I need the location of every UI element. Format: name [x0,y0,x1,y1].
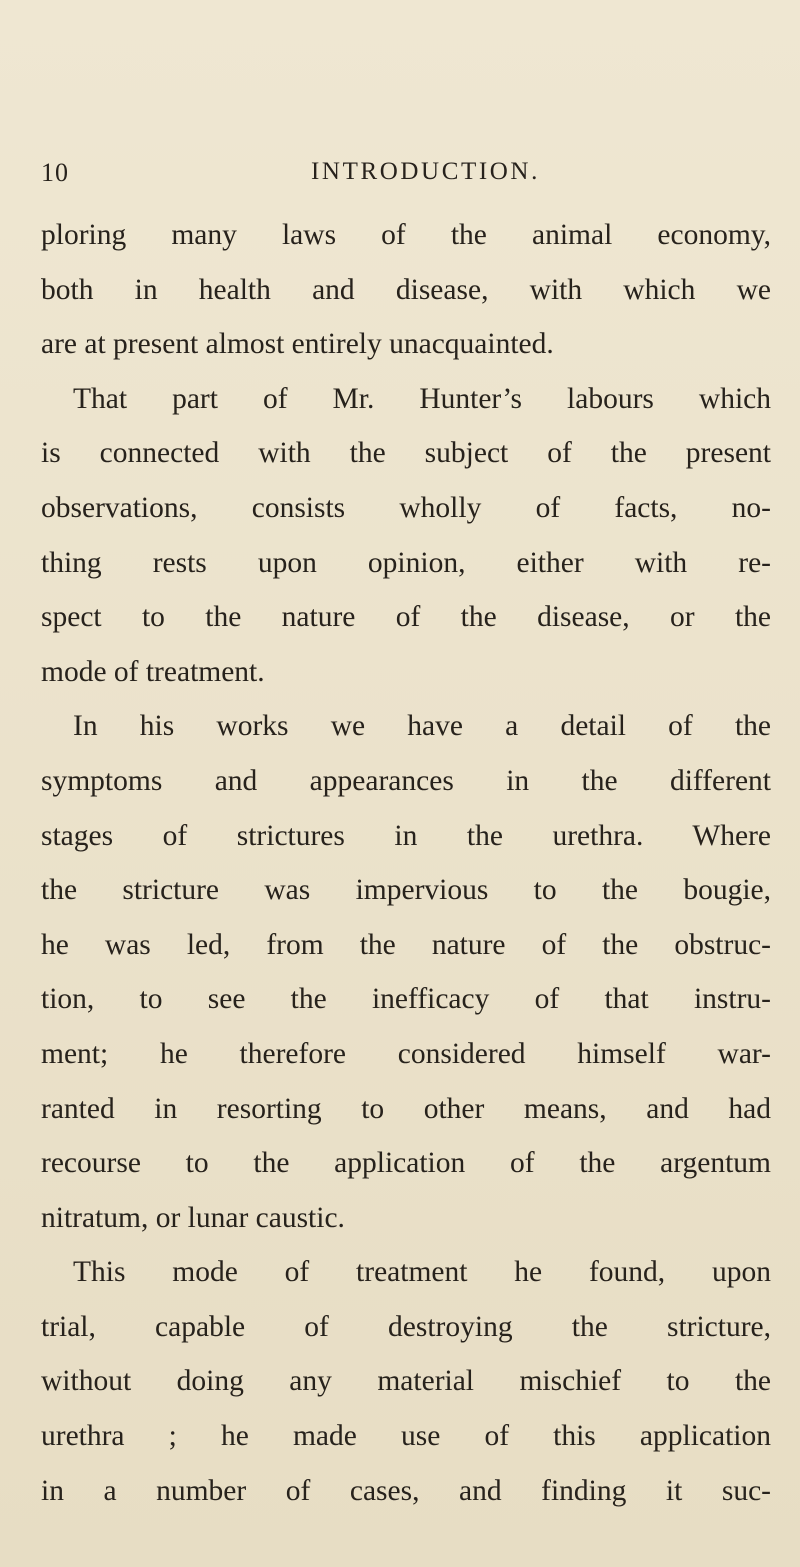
text-line: without doing any material mischief to the [41,1365,771,1398]
page-number: 10 [41,158,69,187]
text-line: is connected with the subject of the present [41,437,771,470]
text-line: symptoms and appearances in the different [41,764,771,797]
text-line: stages of strictures in the urethra. Where [41,819,771,852]
running-head-title: INTRODUCTION. [311,158,540,185]
body-text [41,208,771,1518]
text-line: tion, to see the inefficacy of that instru- [41,983,771,1016]
text-line: thing rests upon opinion, either with re- [41,546,771,579]
text-line: ranted in resorting to other means, and had [41,1092,771,1125]
text-line: ment; he therefore considered himself war- [41,1037,771,1070]
text-line: nitratum, or lunar caustic. [41,1201,345,1234]
text-line: In his works we have a detail of the [73,710,771,743]
text-line: This mode of treatment he found, upon [73,1256,771,1289]
text-line: That part of Mr. Hunter’s labours which [73,382,771,415]
text-line: he was led, from the nature of the obstruc- [41,928,771,961]
text-line: mode of treatment. [41,655,265,688]
text-line: in a number of cases, and finding it suc- [41,1474,771,1507]
text-line: both in health and disease, with which we [41,273,771,306]
text-line: ploring many laws of the animal economy, [41,219,771,251]
text-line: the stricture was impervious to the bougie, [41,874,771,907]
text-line: trial, capable of destroying the stricture, [41,1310,771,1343]
text-line: recourse to the application of the argentum [41,1147,771,1180]
text-line: observations, consists wholly of facts, no- [41,491,771,524]
text-line: are at present almost entirely unacquainted. [41,328,554,361]
running-head [0,150,800,200]
text-line: urethra ; he made use of this application [41,1420,771,1453]
text-line: spect to the nature of the disease, or the [41,601,771,634]
